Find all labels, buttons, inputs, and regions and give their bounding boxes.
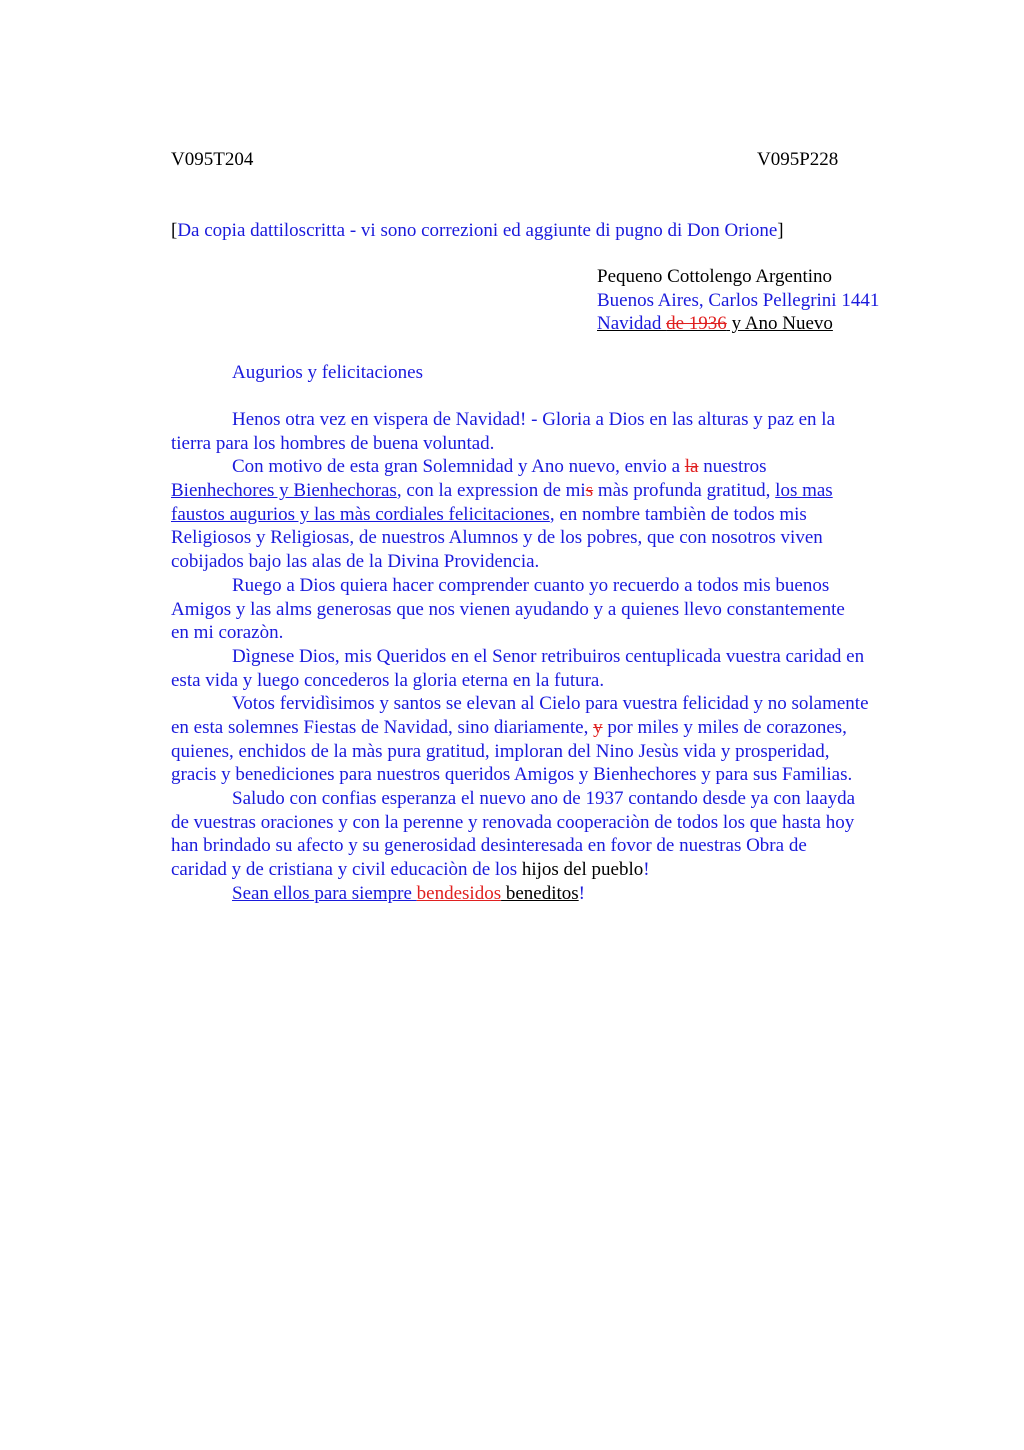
body-line: Dìgnese Dios, mis Queridos en el Senor retribuiros centuplicada vuestra caridad en: [232, 645, 865, 667]
body-line: en esta solemnes Fiestas de Navidad, sino diariamente, y por miles y miles de corazones,: [171, 716, 847, 738]
body-line: cobijados bajo las alas de la Divina Providencia.: [171, 551, 540, 573]
body-line: Amigos y las alms generosas que nos vienen ayudando y a quienes llevo constantemente: [171, 598, 845, 620]
handwritten-addition: beneditos: [501, 882, 579, 904]
deleted-letter: s: [585, 480, 594, 502]
body-line: Bienhechores y Bienhechoras, con la expression de mis màs profunda gratitud, los mas: [171, 480, 833, 502]
address-line-1: Pequeno Cottolengo Argentino: [597, 266, 833, 287]
body-line: Con motivo de esta gran Solemnidad y Ano nuevo, envio a la nuestros: [232, 456, 767, 478]
left-code: V095T204: [171, 149, 254, 170]
address-block: [597, 265, 879, 336]
body-line: de vuestras oraciones y con la perenne y renovada cooperaciòn de todos los que hasta hoy: [171, 811, 855, 833]
body-line: quienes, enchidos de la màs pura gratitud, imploran del Nino Jesùs vida y prosperidad,: [171, 740, 830, 762]
deleted-word: la: [684, 456, 699, 478]
note-open-bracket: [: [171, 220, 178, 241]
body-line: esta vida y luego concederos la gloria eterna en la futura.: [171, 669, 605, 691]
deleted-word: bendesidos: [416, 882, 502, 904]
body-line: faustos augurios y las màs cordiales felicitaciones, en nombre tambièn de todos mis: [171, 503, 807, 525]
deleted-word: y: [593, 716, 603, 738]
body-line: Saludo con confias esperanza el nuevo ano de 1937 contando desde ya con laayda: [232, 788, 856, 809]
address-line-2: Buenos Aires, Carlos Pellegrini 1441: [597, 289, 880, 311]
address-deleted-year: de 1936: [666, 313, 727, 334]
body-line: Henos otra vez en vispera de Navidad! - Gloria a Dios en las alturas y paz en la: [232, 409, 836, 430]
body-line: Ruego a Dios quiera hacer comprender cuanto yo recuerdo a todos mis buenos: [232, 574, 830, 596]
note-close-bracket: ]: [777, 220, 784, 241]
address-line-3: Navidad de 1936 y Ano Nuevo: [597, 313, 833, 334]
note-text: Da copia dattiloscritta - vi sono correzioni ed aggiunte di pugno di Don Orione: [177, 220, 778, 241]
body-line: han brindado su afecto y su generosidad desinteresada en fovor de nuestras Obra de: [171, 835, 807, 857]
handwritten-addition: hijos del pueblo: [521, 859, 644, 881]
letter-title: Augurios y felicitaciones: [232, 362, 424, 383]
body-line: Sean ellos para siempre bendesidos beneditos!: [232, 882, 585, 904]
body-line: Religiosos y Religiosas, de nuestros Alumnos y de los pobres, que con nosotros viven: [171, 527, 823, 549]
body-line: tierra para los hombres de buena voluntad.: [171, 432, 495, 454]
right-code: V095P228: [757, 149, 839, 170]
body-line: caridad y de cristiana y civil educaciòn de los hijos del pueblo!: [171, 859, 650, 881]
letter-body: [171, 408, 931, 905]
body-line: Votos fervidìsimos y santos se elevan al Cielo para vuestra felicidad y no solamente: [232, 693, 869, 715]
body-line: en mi corazòn.: [171, 622, 284, 644]
editorial-note: [171, 219, 784, 243]
body-line: gracis y benediciones para nuestros queridos Amigos y Bienhechores y para sus Familias.: [171, 764, 853, 786]
